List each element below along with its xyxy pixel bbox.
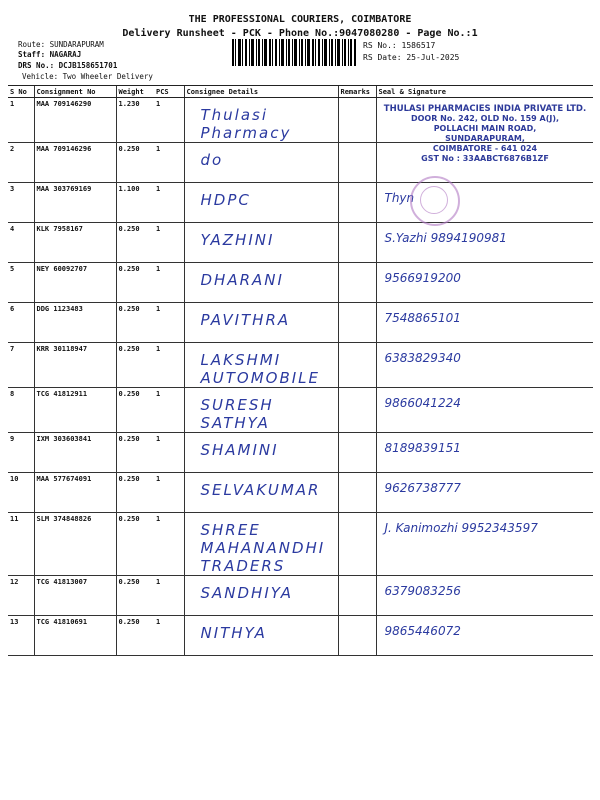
consignment-cell: MAA 577674091 [34, 473, 116, 513]
handwritten-consignee: SANDHIYA [200, 584, 294, 602]
consignment-cell: TCG 41812911 [34, 388, 116, 433]
pcs-cell: 1 [154, 303, 184, 343]
rs-date-label: RS Date: [363, 53, 402, 62]
remarks-cell [338, 576, 376, 616]
weight-cell: 0.250 [116, 263, 154, 303]
consignee-cell [184, 513, 338, 576]
pcs-cell: 1 [154, 513, 184, 576]
pcs-cell: 1 [154, 576, 184, 616]
stamp-line: COIMBATORE - 641 024 [432, 144, 538, 153]
table-row [8, 576, 593, 616]
handwritten-consignee: PAVITHRA [200, 311, 291, 329]
drs-label: DRS No.: [18, 61, 55, 70]
handwritten-signature: Thyn [384, 191, 415, 205]
stamp-line: THULASI PHARMACIES INDIA PRIVATE LTD. [383, 104, 587, 114]
signature-cell [376, 223, 593, 263]
sno-cell: 5 [8, 263, 34, 303]
handwritten-signature: 6379083256 [384, 584, 461, 598]
handwritten-consignee: YAZHINI [200, 231, 275, 249]
company-stamp [380, 104, 590, 164]
signature-cell [376, 388, 593, 433]
handwritten-consignee: NITHYA [200, 624, 267, 642]
stamp-line: GST No : 33AABCT6876B1ZF [421, 154, 549, 163]
sno-cell: 7 [8, 343, 34, 388]
staff-line [18, 50, 81, 60]
handwritten-signature: 9566919200 [384, 271, 461, 285]
barcode-image [232, 39, 356, 66]
handwritten-signature: 7548865101 [384, 311, 461, 325]
sno-cell: 3 [8, 183, 34, 223]
sno-cell: 6 [8, 303, 34, 343]
col-sno: S No [8, 86, 34, 98]
table-row [8, 388, 593, 433]
weight-cell: 0.250 [116, 388, 154, 433]
signature-cell [376, 473, 593, 513]
col-pcs: PCS [154, 86, 184, 98]
consignment-cell: KLK 7958167 [34, 223, 116, 263]
consignee-cell [184, 303, 338, 343]
handwritten-signature: S.Yazhi 9894190981 [384, 231, 507, 245]
handwritten-consignee: HDPC [200, 191, 251, 209]
consignee-cell [184, 143, 338, 183]
handwritten-signature: 9865446072 [384, 624, 461, 638]
col-signature: Seal & Signature [376, 86, 593, 98]
rs-date-value: 25-Jul-2025 [406, 53, 460, 62]
rs-no-line [363, 40, 459, 52]
remarks-cell [338, 143, 376, 183]
sno-cell: 11 [8, 513, 34, 576]
signature-cell [376, 303, 593, 343]
vehicle-line [22, 72, 153, 82]
handwritten-signature: 6383829340 [384, 351, 461, 365]
stamp-line: DOOR No. 242, OLD No. 159 A(J), [410, 114, 560, 123]
consignment-cell: MAA 303769169 [34, 183, 116, 223]
table-row [8, 616, 593, 656]
runsheet-title: Delivery Runsheet - PCK - Phone No.:9047080280 - Page No.:1 [122, 28, 478, 39]
remarks-cell [338, 473, 376, 513]
weight-cell: 0.250 [116, 143, 154, 183]
drs-line [18, 61, 117, 71]
consignment-cell: TCG 41813007 [34, 576, 116, 616]
weight-cell: 0.250 [116, 576, 154, 616]
weight-cell: 0.250 [116, 473, 154, 513]
staff-value: NAGARAJ [49, 50, 82, 59]
consignment-cell: IXM 303603841 [34, 433, 116, 473]
remarks-cell [338, 616, 376, 656]
rs-no-value: 1586517 [401, 41, 436, 50]
route-line [18, 40, 104, 50]
round-seal-icon [410, 176, 460, 226]
company-title: THE PROFESSIONAL COURIERS, COIMBATORE [188, 14, 412, 25]
table-row [8, 223, 593, 263]
consignment-cell: MAA 709146296 [34, 143, 116, 183]
handwritten-signature: 8189839151 [384, 441, 461, 455]
table-row [8, 263, 593, 303]
col-remarks: Remarks [338, 86, 376, 98]
handwritten-consignee: SURESH SATHYA [200, 396, 274, 432]
signature-cell [376, 616, 593, 656]
handwritten-signature: 9626738777 [384, 481, 461, 495]
consignee-cell [184, 616, 338, 656]
remarks-cell [338, 263, 376, 303]
vehicle-label: Vehicle: [22, 72, 59, 81]
pcs-cell: 1 [154, 98, 184, 143]
route-label: Route: [18, 40, 46, 49]
table-header-row [8, 86, 593, 98]
consignment-cell: TCG 41810691 [34, 616, 116, 656]
vehicle-value: Two Wheeler Delivery [62, 72, 153, 81]
handwritten-consignee: do [200, 151, 224, 169]
consignee-cell [184, 433, 338, 473]
consignment-cell: MAA 709146290 [34, 98, 116, 143]
weight-cell: 0.250 [116, 513, 154, 576]
weight-cell: 0.250 [116, 616, 154, 656]
sno-cell: 2 [8, 143, 34, 183]
remarks-cell [338, 388, 376, 433]
consignee-cell [184, 263, 338, 303]
pcs-cell: 1 [154, 388, 184, 433]
consignee-cell [184, 223, 338, 263]
col-consignment: Consignment No [34, 86, 116, 98]
drs-value: DCJB158651701 [58, 61, 118, 70]
sno-cell: 12 [8, 576, 34, 616]
consignment-cell: NEY 60092707 [34, 263, 116, 303]
route-value: SUNDARAPURAM [49, 40, 104, 49]
consignee-cell [184, 473, 338, 513]
handwritten-consignee: SHREE MAHANANDHI TRADERS [200, 521, 326, 575]
pcs-cell: 1 [154, 343, 184, 388]
signature-cell [376, 433, 593, 473]
remarks-cell [338, 513, 376, 576]
consignee-cell [184, 388, 338, 433]
handwritten-consignee: DHARANI [200, 271, 284, 289]
table-row [8, 433, 593, 473]
table-row [8, 513, 593, 576]
pcs-cell: 1 [154, 263, 184, 303]
consignee-cell [184, 576, 338, 616]
sno-cell: 1 [8, 98, 34, 143]
signature-cell [376, 576, 593, 616]
remarks-cell [338, 433, 376, 473]
sno-cell: 4 [8, 223, 34, 263]
weight-cell: 0.250 [116, 433, 154, 473]
col-consignee: Consignee Details [184, 86, 338, 98]
weight-cell: 0.250 [116, 223, 154, 263]
sno-cell: 9 [8, 433, 34, 473]
signature-cell [376, 513, 593, 576]
consignee-cell [184, 343, 338, 388]
table-row [8, 343, 593, 388]
handwritten-consignee: LAKSHMI AUTOMOBILE [200, 351, 321, 387]
remarks-cell [338, 343, 376, 388]
runsheet-table [8, 85, 593, 656]
weight-cell: 1.230 [116, 98, 154, 143]
pcs-cell: 1 [154, 433, 184, 473]
stamp-line: SUNDARAPURAM, [445, 134, 525, 143]
signature-cell [376, 263, 593, 303]
weight-cell: 0.250 [116, 303, 154, 343]
pcs-cell: 1 [154, 183, 184, 223]
pcs-cell: 1 [154, 473, 184, 513]
handwritten-consignee: SHAMINI [200, 441, 279, 459]
consignment-cell: SLM 374848826 [34, 513, 116, 576]
handwritten-consignee: SELVAKUMAR [200, 481, 321, 499]
consignee-cell [184, 183, 338, 223]
rs-no-label: RS No.: [363, 41, 397, 50]
handwritten-signature: 9866041224 [384, 396, 461, 410]
handwritten-signature: J. Kanimozhi 9952343597 [384, 521, 538, 535]
stamp-line: POLLACHI MAIN ROAD, [433, 124, 537, 133]
signature-cell [376, 183, 593, 223]
handwritten-consignee: Thulasi Pharmacy [200, 106, 292, 142]
pcs-cell: 1 [154, 223, 184, 263]
table-row [8, 303, 593, 343]
staff-label: Staff: [18, 50, 46, 59]
remarks-cell [338, 303, 376, 343]
table-row [8, 183, 593, 223]
pcs-cell: 1 [154, 143, 184, 183]
remarks-cell [338, 183, 376, 223]
consignee-cell [184, 98, 338, 143]
pcs-cell: 1 [154, 616, 184, 656]
rs-date-line [363, 52, 459, 64]
rs-info [363, 40, 459, 64]
col-weight: Weight [116, 86, 154, 98]
consignment-cell: DDG 1123483 [34, 303, 116, 343]
sno-cell: 10 [8, 473, 34, 513]
remarks-cell [338, 98, 376, 143]
consignment-cell: KRR 30118947 [34, 343, 116, 388]
sno-cell: 13 [8, 616, 34, 656]
signature-cell [376, 343, 593, 388]
remarks-cell [338, 223, 376, 263]
sno-cell: 8 [8, 388, 34, 433]
weight-cell: 1.100 [116, 183, 154, 223]
weight-cell: 0.250 [116, 343, 154, 388]
table-row [8, 473, 593, 513]
